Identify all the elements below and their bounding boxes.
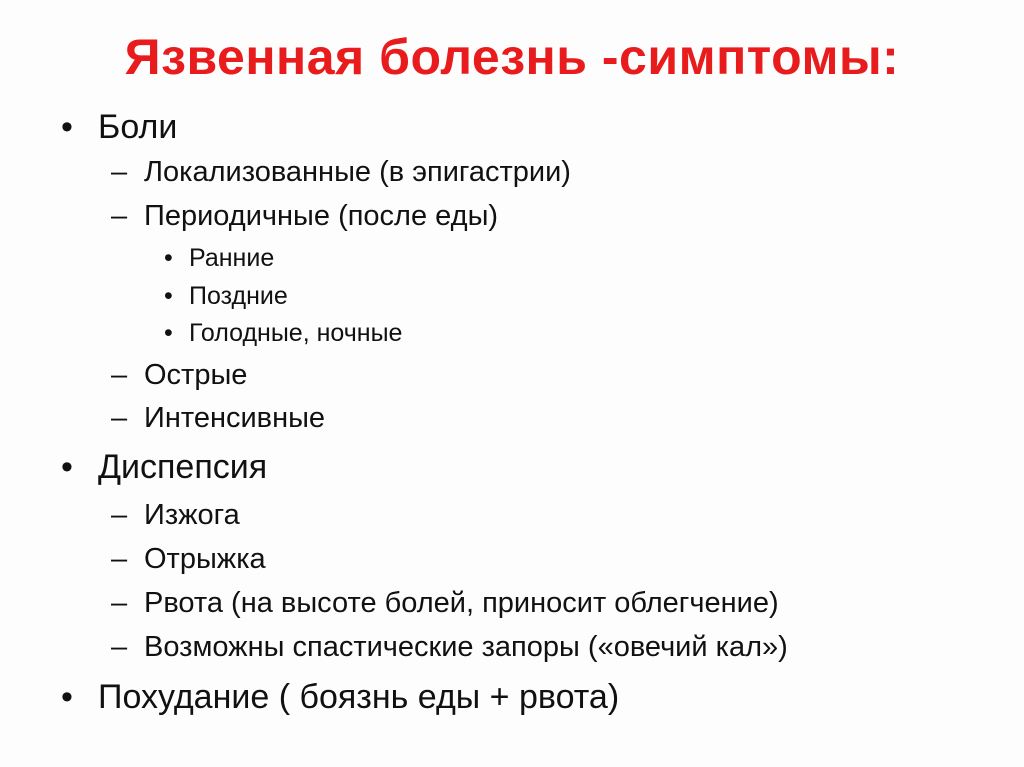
- bullet-icon: •: [61, 678, 73, 716]
- sub-bullet-item: [111, 587, 779, 620]
- sub-sub-bullet-text: Ранние: [189, 244, 275, 272]
- sub-bullet-item: [111, 156, 571, 189]
- bullet-item: [61, 448, 268, 487]
- bullet-text: Диспепсия: [98, 448, 268, 486]
- sub-bullet-text: Интенсивные: [144, 402, 326, 434]
- bullet-icon: •: [61, 448, 73, 486]
- sub-bullet-text: Острые: [144, 359, 248, 391]
- sub-bullet-text: Изжога: [144, 499, 240, 531]
- sub-sub-bullet-text: Поздние: [189, 282, 288, 310]
- dash-icon: –: [111, 200, 128, 232]
- sub-bullet-item: [111, 499, 240, 532]
- bullet-icon: •: [164, 282, 173, 310]
- sub-sub-bullet-item: [164, 319, 403, 348]
- sub-sub-bullet-text: Голодные, ночные: [189, 319, 403, 347]
- dash-icon: –: [111, 587, 128, 619]
- bullet-icon: •: [164, 244, 173, 272]
- sub-bullet-text: Рвота (на высоте болей, приносит облегчение): [144, 587, 779, 619]
- sub-bullet-text: Локализованные (в эпигастрии): [144, 156, 571, 188]
- bullet-text: Похудание ( боязнь еды + рвота): [98, 678, 620, 716]
- bullet-icon: •: [164, 319, 173, 347]
- sub-bullet-item: [111, 402, 326, 435]
- sub-sub-bullet-item: [164, 282, 288, 311]
- dash-icon: –: [111, 156, 128, 188]
- sub-bullet-text: Возможны спастические запоры («овечий кал»): [144, 631, 788, 663]
- dash-icon: –: [111, 359, 128, 391]
- dash-icon: –: [111, 631, 128, 663]
- sub-bullet-text: Отрыжка: [144, 543, 266, 575]
- sub-bullet-item: [111, 200, 499, 233]
- bullet-icon: •: [61, 108, 73, 146]
- bullet-item: [61, 678, 620, 717]
- dash-icon: –: [111, 543, 128, 575]
- sub-sub-bullet-item: [164, 244, 275, 273]
- bullet-item: [61, 108, 178, 147]
- slide-title: Язвенная болезнь -симптомы:: [124, 29, 900, 85]
- dash-icon: –: [111, 402, 128, 434]
- sub-bullet-text: Периодичные (после еды): [144, 200, 499, 232]
- sub-bullet-item: [111, 631, 788, 664]
- dash-icon: –: [111, 499, 128, 531]
- sub-bullet-item: [111, 359, 248, 392]
- sub-bullet-item: [111, 543, 266, 576]
- bullet-text: Боли: [98, 108, 178, 146]
